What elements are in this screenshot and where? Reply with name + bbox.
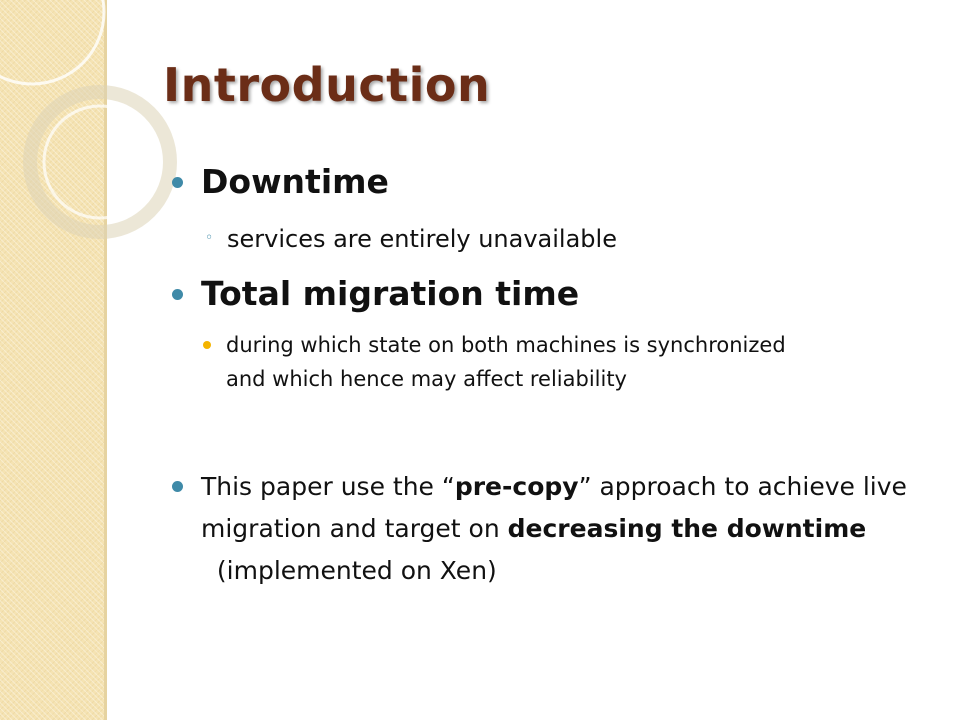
slide-content [170,160,940,592]
summary-text-3: (implemented on Xen) [201,556,497,585]
small-dot-bullet-icon [203,341,211,349]
summary-text-2: ” approach to achieve live migration and target on [201,472,907,543]
deco-ring-middle [30,92,170,232]
bullet-dot-icon [172,481,183,492]
bullet-total-migration-time [170,272,940,316]
bullet-downtime [170,160,940,204]
bullet-total-migration-time-text: Total migration time [201,274,580,313]
summary-text-1: This paper use the “ [201,472,455,501]
ring-bullet-icon: ◦ [205,230,214,246]
deco-ring-top [0,0,104,84]
decorative-rings [0,0,180,260]
bullet-dot-icon [172,177,183,188]
sub-bullet-line-2: and which hence may affect reliability [226,367,627,391]
deco-ring-inner [44,106,156,218]
sub-bullet-downtime-text: services are entirely unavailable [227,225,617,253]
bullet-downtime-text: Downtime [201,162,389,201]
summary-bold-decreasing-downtime: decreasing the downtime [507,514,867,543]
sub-bullet-total-migration-time [170,328,926,396]
sub-bullet-line-1: during which state on both machines is synchronized [226,333,786,357]
bullet-dot-icon [172,289,183,300]
slide-title: Introduction [163,58,491,112]
bullet-paper-summary [170,466,941,592]
sub-bullet-downtime [170,222,940,256]
summary-bold-pre-copy: pre-copy [454,472,579,501]
